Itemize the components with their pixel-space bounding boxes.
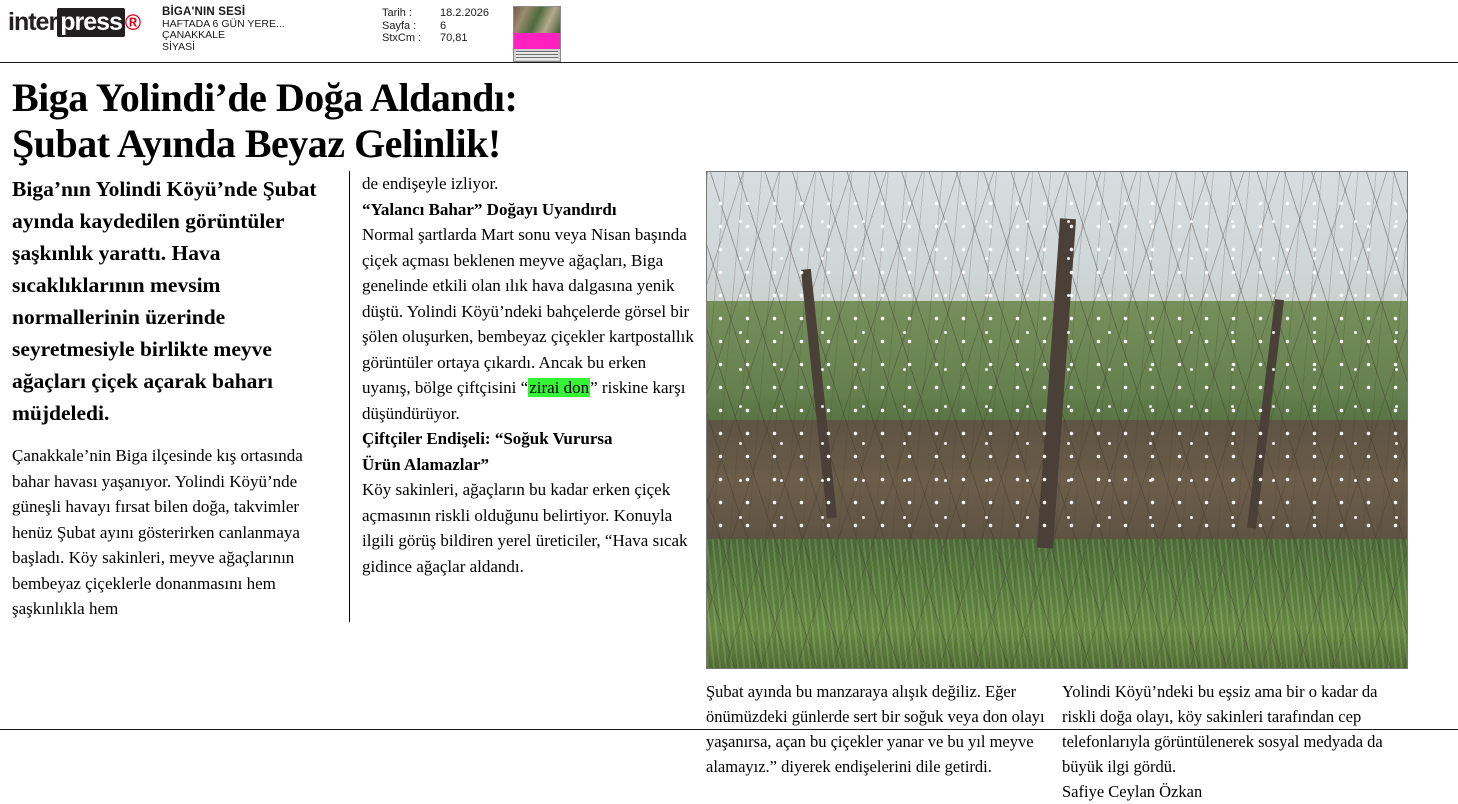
- metadata-key-page: Sayfa :: [382, 19, 417, 32]
- article: [0, 63, 1458, 804]
- metadata-value-date: 18.2.2026: [440, 7, 489, 19]
- page-thumbnail: [513, 6, 561, 62]
- article-byline: Safiye Ceylan Özkan: [1062, 782, 1203, 801]
- metadata-row-date: [382, 7, 489, 20]
- metadata-key-date: Tarih :: [382, 7, 412, 19]
- metadata-key-stxcm: StxCm :: [382, 32, 422, 44]
- logo-registered-mark: ®: [124, 10, 141, 35]
- publication-info: [162, 4, 374, 53]
- publication-city: ÇANAKKALE: [162, 29, 226, 41]
- photo-blossoms: [707, 192, 1407, 539]
- article-photo: [706, 171, 1408, 669]
- metadata-value-page: 6: [440, 19, 447, 32]
- article-body: [10, 171, 1448, 804]
- thumbnail-text-lines: [516, 51, 558, 60]
- thumbnail-photo-area: [514, 7, 560, 33]
- headline-line-1: Biga Yolindi’de Doğa Aldandı:: [12, 75, 518, 120]
- publication-frequency: HAFTADA 6 GÜN YERE...: [162, 17, 285, 30]
- logo-text-inter: inter: [8, 8, 58, 36]
- metadata-row-stxcm: [382, 32, 489, 45]
- paragraph-text-after-highlight: ” riskine karşı düşündürüyor.: [362, 378, 686, 423]
- headline-line-2: Şubat Ayında Beyaz Gelinlik!: [12, 121, 501, 166]
- article-subheading-2-line-2: Ürün Alamazlar”: [362, 454, 490, 474]
- logo-text-press: press: [57, 8, 125, 37]
- thumbnail-magenta-band: [514, 33, 560, 49]
- article-lead-paragraph: Biga’nın Yolindi Köyü’nde Şubat ayında kaydedilen görüntüler şaşkınlık yarattı. Hava sıcaklıklarının mevsim normallerinin üzerinde seyretmesiyle birlikte meyve ağaçları çiçek açarak baharı müjdeledi.: [12, 177, 317, 425]
- clipping-header: [0, 0, 1458, 62]
- interpress-logo: [8, 10, 140, 35]
- article-column-2-paragraph-1: [362, 222, 698, 426]
- article-photo-column: [706, 171, 1412, 804]
- article-column-2: [350, 171, 698, 579]
- clipping-metadata: [382, 4, 489, 45]
- paragraph-text-before-highlight: Normal şartlarda Mart sonu veya Nisan başında çiçek açması beklenen meyve ağaçları, Biga genelinde etkili olan ılık hava dalgasına yenik düştü. Yolindi Köyü’ndeki bahçelerde görsel bir şölen oluşurken, bembeyaz çiçekler kartpostallık görüntüler ortaya çıkardı. Ancak bu erken uyanış, bölge çiftçisini “: [362, 225, 694, 397]
- article-column-2-paragraph-2: Köy sakinleri, ağaçların bu kadar erken çiçek açmasının riskli olduğunu belirtiyor. Konuyla ilgili görüş bildiren yerel üreticiler, “Hava sıcak gidince ağaçlar aldandı.: [362, 480, 688, 576]
- article-subheading-2-line-1: Çiftçiler Endişeli: “Soğuk Vurursa: [362, 429, 613, 448]
- metadata-row-page: [382, 20, 489, 33]
- article-subheading-1: “Yalancı Bahar” Doğayı Uyandırdı: [362, 199, 617, 219]
- publication-name: BİGA'NIN SESİ: [162, 6, 246, 18]
- article-column-2-continuation: de endişeyle izliyor.: [362, 174, 499, 193]
- page-title: [12, 75, 712, 167]
- footer-divider: [0, 729, 1458, 730]
- photo-caption-right-text: Yolindi Köyü’ndeki bu eşsiz ama bir o kadar da riskli doğa olayı, köy sakinleri tarafından cep telefonlarıyla görüntülenerek sosyal medyada da büyük ilgi gördü.: [1062, 682, 1383, 776]
- publication-type: SİYASİ: [162, 40, 196, 53]
- photo-caption-left: Şubat ayında bu manzaraya alışık değiliz. Eğer önümüzdeki günlerde sert bir soğuk veya don olayı yaşanırsa, açan bu çiçekler yanar ve bu yıl meyve alamayız.” diyerek endişelerini dile getirdi.: [706, 682, 1045, 776]
- highlighted-term: zirai don: [529, 378, 590, 397]
- metadata-value-stxcm: 70,81: [440, 32, 468, 44]
- article-column-1-body: Çanakkale’nin Biga ilçesinde kış ortasında bahar havası yaşanıyor. Yolindi Köyü’nde güneşli havayı fırsat bilen doğa, takvimler henüz Şubat ayını gösterirken canlanmaya başladı. Köy sakinleri, meyve ağaçlarının bembeyaz çiçeklerle donanmasını hem şaşkınlıkla hem: [12, 446, 303, 618]
- article-column-1: [10, 171, 350, 622]
